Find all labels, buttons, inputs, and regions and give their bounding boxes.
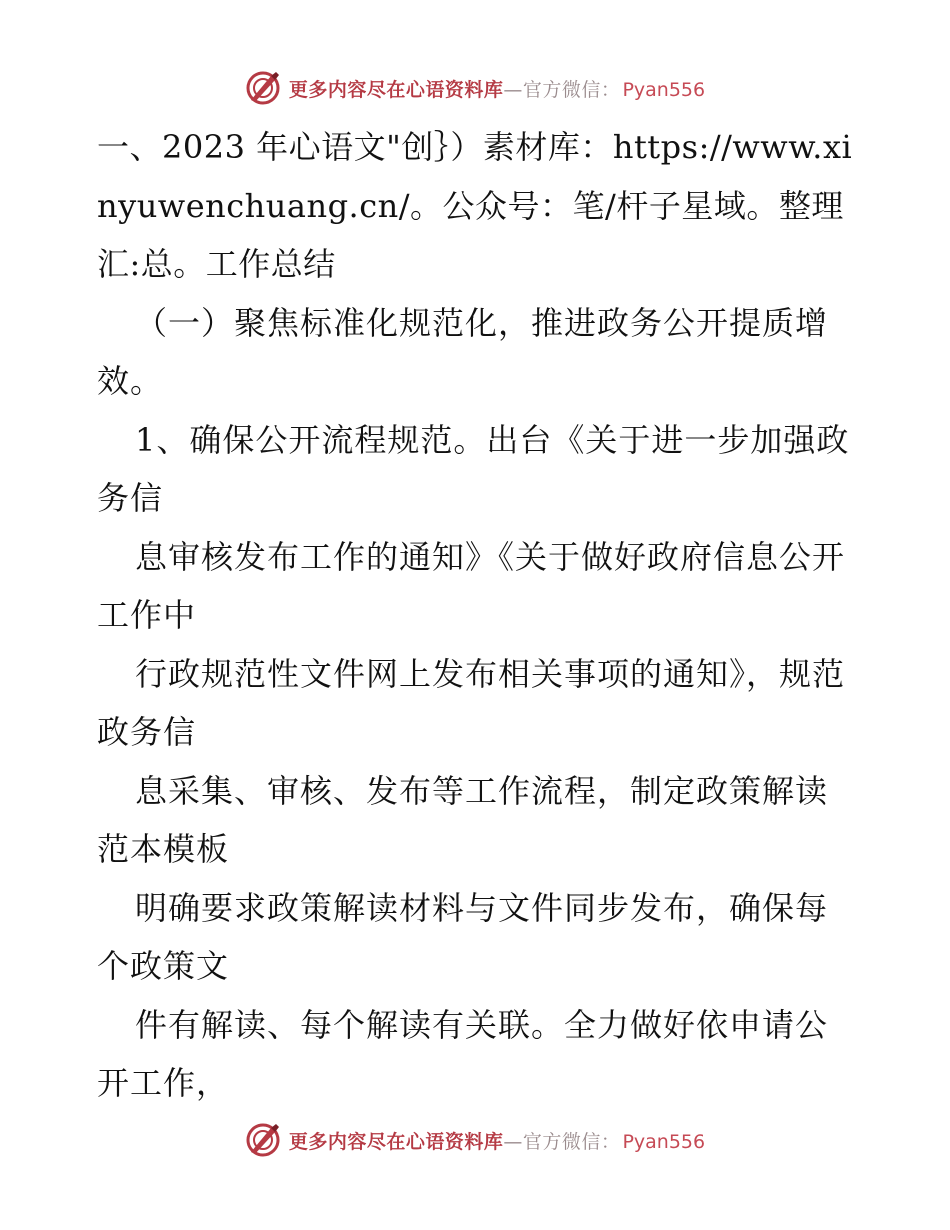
watermark-main-text: 更多内容尽在心语资料库 [288,78,504,101]
body-paragraph: 明确要求政策解读材料与文件同步发布，确保每个政策文 [97,888,829,985]
watermark-footer [0,1122,950,1158]
quill-logo-icon [245,1122,281,1158]
watermark-main-text: 更多内容尽在心语资料库 [288,1130,504,1153]
intro-paragraph: 一、2023 年心语文"创｝）素材库：https://www.xinyuwenchuang.cn/。公众号：笔/杆子星域。整理汇:总。工作总结 [97,128,853,283]
watermark-sub-text: —官方微信： [503,1130,621,1153]
body-paragraph: 1、确保公开流程规范。出台《关于进一步加强政务信 [97,420,850,517]
watermark-handle: Pyan556 [622,1130,706,1153]
watermark-header [0,70,950,106]
body-paragraph: 息采集、审核、发布等工作流程，制定政策解读范本模板 [97,771,829,868]
body-paragraph: 息审核发布工作的通知》《关于做好政府信息公开工作中 [97,537,846,634]
document-body [97,118,857,1113]
section-heading: （一）聚焦标准化规范化，推进政务公开提质增效。 [97,303,829,400]
watermark-handle: Pyan556 [622,78,706,101]
quill-logo-icon [245,70,281,106]
body-paragraph: 行政规范性文件网上发布相关事项的通知》，规范政务信 [97,654,846,751]
watermark-sub-text: —官方微信： [503,78,621,101]
body-paragraph: 件有解读、每个解读有关联。全力做好依申请公开工作， [97,1005,829,1102]
